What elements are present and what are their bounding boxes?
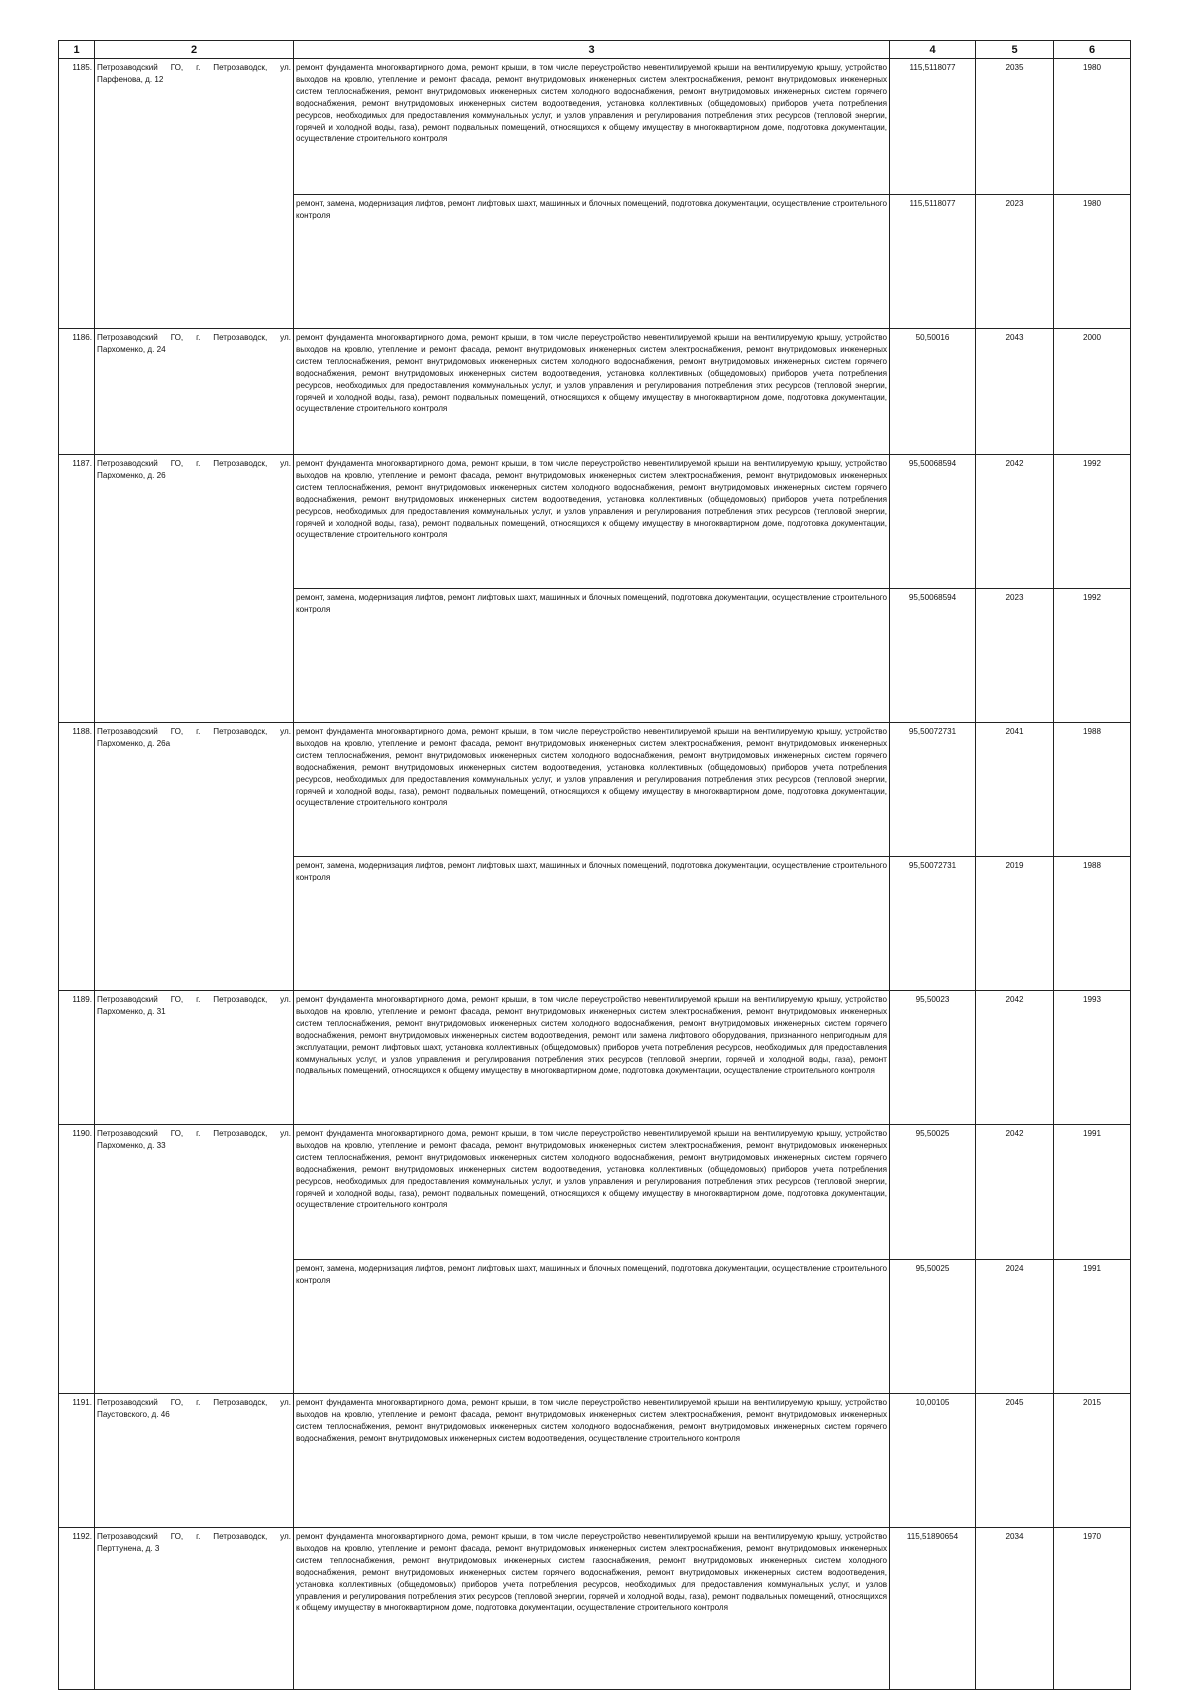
record-address: Петрозаводский ГО, г. Петрозаводск, ул. Пархоменко, д. 26 — [95, 455, 294, 723]
planned-year: 2042 — [976, 455, 1054, 589]
table-row — [59, 1125, 1131, 1260]
build-year: 1980 — [1054, 59, 1131, 195]
work-description: ремонт фундамента многоквартирного дома, ремонт крыши, в том числе переустройство невентилируемой крыши на вентилируемую крышу, устройство выходов на кровлю, утепление и ремонт фасада, ремонт внутридомовых инженерных систем электроснабжения, ремонт внутридомовых инженерных систем теплоснабжения, ремонт внутридомовых инженерных систем газоснабжения, ремонт внутридомовых инженерных систем холодного водоснабжения, ремонт внутридомовых инженерных систем горячего водоснабжения, ремонт внутридомовых инженерных систем водоотведения, установка коллективных (общедомовых) приборов учета потребления ресурсов, необходимых для предоставления коммунальных услуг, и узлов управления и регулирования потребления этих ресурсов (тепловой энергии, горячей и холодной воды, газа), ремонт подвальных помещений, относящихся к общему имуществу в многоквартирном доме, подготовка документации, осуществление строительного контроля — [294, 1528, 890, 1690]
work-description: ремонт, замена, модернизация лифтов, ремонт лифтовых шахт, машинных и блочных помещений, подготовка документации, осуществление строительного контроля — [294, 195, 890, 329]
build-year: 1980 — [1054, 195, 1131, 329]
work-description: ремонт фундамента многоквартирного дома, ремонт крыши, в том числе переустройство невентилируемой крыши на вентилируемую крышу, устройство выходов на кровлю, утепление и ремонт фасада, ремонт внутридомовых инженерных систем электроснабжения, ремонт внутридомовых инженерных систем теплоснабжения, ремонт внутридомовых инженерных систем холодного водоснабжения, ремонт внутридомовых инженерных систем горячего водоснабжения, ремонт внутридомовых инженерных систем водоотведения, установка коллективных (общедомовых) приборов учета потребления ресурсов, необходимых для предоставления коммунальных услуг, и узлов управления и регулирования потребления этих ресурсов (тепловой энергии, горячей и холодной воды, газа), ремонт подвальных помещений, относящихся к общему имуществу в многоквартирном доме, подготовка документации, осуществление строительного контроля — [294, 59, 890, 195]
build-year: 2000 — [1054, 329, 1131, 455]
planned-year: 2043 — [976, 329, 1054, 455]
work-description: ремонт, замена, модернизация лифтов, ремонт лифтовых шахт, машинных и блочных помещений, подготовка документации, осуществление строительного контроля — [294, 1260, 890, 1394]
build-year: 1988 — [1054, 723, 1131, 857]
record-number: 1190. — [59, 1125, 95, 1394]
work-description: ремонт фундамента многоквартирного дома, ремонт крыши, в том числе переустройство невентилируемой крыши на вентилируемую крышу, устройство выходов на кровлю, утепление и ремонт фасада, ремонт внутридомовых инженерных систем электроснабжения, ремонт внутридомовых инженерных систем теплоснабжения, ремонт внутридомовых инженерных систем холодного водоснабжения, ремонт внутридомовых инженерных систем горячего водоснабжения, ремонт внутридомовых инженерных систем водоотведения, осуществление строительного контроля — [294, 1394, 890, 1528]
cost-value: 95,50025 — [890, 1260, 976, 1394]
table-row — [59, 991, 1131, 1125]
build-year: 1992 — [1054, 589, 1131, 723]
cost-value: 50,50016 — [890, 329, 976, 455]
planned-year: 2042 — [976, 1125, 1054, 1260]
cost-value: 95,50072731 — [890, 857, 976, 991]
work-description: ремонт фундамента многоквартирного дома, ремонт крыши, в том числе переустройство невентилируемой крыши на вентилируемую крышу, устройство выходов на кровлю, утепление и ремонт фасада, ремонт внутридомовых инженерных систем электроснабжения, ремонт внутридомовых инженерных систем теплоснабжения, ремонт внутридомовых инженерных систем холодного водоснабжения, ремонт внутридомовых инженерных систем горячего водоснабжения, ремонт внутридомовых инженерных систем водоотведения, установка коллективных (общедомовых) приборов учета потребления ресурсов, необходимых для предоставления коммунальных услуг, и узлов управления и регулирования потребления этих ресурсов (тепловой энергии, горячей и холодной воды, газа), ремонт подвальных помещений, относящихся к общему имуществу в многоквартирном доме, подготовка документации, осуществление строительного контроля — [294, 329, 890, 455]
record-address: Петрозаводский ГО, г. Петрозаводск, ул. Пархоменко, д. 31 — [95, 991, 294, 1125]
cost-value: 95,50025 — [890, 1125, 976, 1260]
build-year: 1970 — [1054, 1528, 1131, 1690]
cost-value: 95,50068594 — [890, 455, 976, 589]
table-row — [59, 59, 1131, 195]
table-header — [59, 41, 1131, 59]
table-row — [59, 455, 1131, 589]
planned-year: 2041 — [976, 723, 1054, 857]
record-address: Петрозаводский ГО, г. Петрозаводск, ул. Паустовского, д. 46 — [95, 1394, 294, 1528]
table-row — [59, 1394, 1131, 1528]
work-description: ремонт, замена, модернизация лифтов, ремонт лифтовых шахт, машинных и блочных помещений, подготовка документации, осуществление строительного контроля — [294, 589, 890, 723]
record-address: Петрозаводский ГО, г. Петрозаводск, ул. Парфенова, д. 12 — [95, 59, 294, 329]
build-year: 1992 — [1054, 455, 1131, 589]
build-year: 2015 — [1054, 1394, 1131, 1528]
record-number: 1186. — [59, 329, 95, 455]
table-body — [59, 59, 1131, 1690]
record-address: Петрозаводский ГО, г. Петрозаводск, ул. Перттунена, д. 3 — [95, 1528, 294, 1690]
work-description: ремонт фундамента многоквартирного дома, ремонт крыши, в том числе переустройство невентилируемой крыши на вентилируемую крышу, устройство выходов на кровлю, утепление и ремонт фасада, ремонт внутридомовых инженерных систем электроснабжения, ремонт внутридомовых инженерных систем теплоснабжения, ремонт внутридомовых инженерных систем холодного водоснабжения, ремонт внутридомовых инженерных систем горячего водоснабжения, ремонт внутридомовых инженерных систем водоотведения, установка коллективных (общедомовых) приборов учета потребления ресурсов, необходимых для предоставления коммунальных услуг, и узлов управления и регулирования потребления этих ресурсов (тепловой энергии, горячей и холодной воды, газа), ремонт подвальных помещений, относящихся к общему имуществу в многоквартирном доме, подготовка документации, осуществление строительного контроля — [294, 455, 890, 589]
planned-year: 2035 — [976, 59, 1054, 195]
record-number: 1187. — [59, 455, 95, 723]
build-year: 1993 — [1054, 991, 1131, 1125]
planned-year: 2019 — [976, 857, 1054, 991]
cost-value: 95,50068594 — [890, 589, 976, 723]
cost-value: 95,50072731 — [890, 723, 976, 857]
cost-value: 115,51890654 — [890, 1528, 976, 1690]
record-number: 1185. — [59, 59, 95, 329]
record-address: Петрозаводский ГО, г. Петрозаводск, ул. Пархоменко, д. 24 — [95, 329, 294, 455]
header-col-4: 4 — [890, 41, 976, 59]
build-year: 1991 — [1054, 1125, 1131, 1260]
record-number: 1188. — [59, 723, 95, 991]
planned-year: 2042 — [976, 991, 1054, 1125]
header-col-3: 3 — [294, 41, 890, 59]
record-number: 1192. — [59, 1528, 95, 1690]
cost-value: 95,50023 — [890, 991, 976, 1125]
header-col-1: 1 — [59, 41, 95, 59]
table-row — [59, 329, 1131, 455]
record-address: Петрозаводский ГО, г. Петрозаводск, ул. Пархоменко, д. 33 — [95, 1125, 294, 1394]
cost-value: 115,5118077 — [890, 195, 976, 329]
build-year: 1988 — [1054, 857, 1131, 991]
table-row — [59, 723, 1131, 857]
cost-value: 10,00105 — [890, 1394, 976, 1528]
cost-value: 115,5118077 — [890, 59, 976, 195]
header-col-5: 5 — [976, 41, 1054, 59]
register-table — [58, 40, 1131, 1690]
planned-year: 2024 — [976, 1260, 1054, 1394]
header-col-2: 2 — [95, 41, 294, 59]
header-col-6: 6 — [1054, 41, 1131, 59]
work-description: ремонт фундамента многоквартирного дома, ремонт крыши, в том числе переустройство невентилируемой крыши на вентилируемую крышу, устройство выходов на кровлю, утепление и ремонт фасада, ремонт внутридомовых инженерных систем электроснабжения, ремонт внутридомовых инженерных систем теплоснабжения, ремонт внутридомовых инженерных систем холодного водоснабжения, ремонт внутридомовых инженерных систем горячего водоснабжения, ремонт внутридомовых инженерных систем водоотведения, ремонт или замена лифтового оборудования, признанного непригодным для эксплуатации, ремонт лифтовых шахт, установка коллективных (общедомовых) приборов учета потребления ресурсов, необходимых для предоставления коммунальных услуг, и узлов управления и регулирования потребления этих ресурсов (тепловой энергии, горячей и холодной воды, газа), ремонт подвальных помещений, относящихся к общему имуществу в многоквартирном доме, подготовка документации, осуществление строительного контроля — [294, 991, 890, 1125]
work-description: ремонт фундамента многоквартирного дома, ремонт крыши, в том числе переустройство невентилируемой крыши на вентилируемую крышу, устройство выходов на кровлю, утепление и ремонт фасада, ремонт внутридомовых инженерных систем электроснабжения, ремонт внутридомовых инженерных систем теплоснабжения, ремонт внутридомовых инженерных систем холодного водоснабжения, ремонт внутридомовых инженерных систем горячего водоснабжения, ремонт внутридомовых инженерных систем водоотведения, установка коллективных (общедомовых) приборов учета потребления ресурсов, необходимых для предоставления коммунальных услуг, и узлов управления и регулирования потребления этих ресурсов (тепловой энергии, горячей и холодной воды, газа), ремонт подвальных помещений, относящихся к общему имуществу в многоквартирном доме, подготовка документации, осуществление строительного контроля — [294, 1125, 890, 1260]
record-number: 1191. — [59, 1394, 95, 1528]
planned-year: 2023 — [976, 195, 1054, 329]
work-description: ремонт фундамента многоквартирного дома, ремонт крыши, в том числе переустройство невентилируемой крыши на вентилируемую крышу, устройство выходов на кровлю, утепление и ремонт фасада, ремонт внутридомовых инженерных систем электроснабжения, ремонт внутридомовых инженерных систем теплоснабжения, ремонт внутридомовых инженерных систем холодного водоснабжения, ремонт внутридомовых инженерных систем горячего водоснабжения, ремонт внутридомовых инженерных систем водоотведения, установка коллективных (общедомовых) приборов учета потребления ресурсов, необходимых для предоставления коммунальных услуг, и узлов управления и регулирования потребления этих ресурсов (тепловой энергии, горячей и холодной воды, газа), ремонт подвальных помещений, относящихся к общему имуществу в многоквартирном доме, подготовка документации, осуществление строительного контроля — [294, 723, 890, 857]
build-year: 1991 — [1054, 1260, 1131, 1394]
work-description: ремонт, замена, модернизация лифтов, ремонт лифтовых шахт, машинных и блочных помещений, подготовка документации, осуществление строительного контроля — [294, 857, 890, 991]
record-address: Петрозаводский ГО, г. Петрозаводск, ул. Пархоменко, д. 26а — [95, 723, 294, 991]
planned-year: 2023 — [976, 589, 1054, 723]
planned-year: 2034 — [976, 1528, 1054, 1690]
table-row — [59, 1528, 1131, 1690]
record-number: 1189. — [59, 991, 95, 1125]
planned-year: 2045 — [976, 1394, 1054, 1528]
